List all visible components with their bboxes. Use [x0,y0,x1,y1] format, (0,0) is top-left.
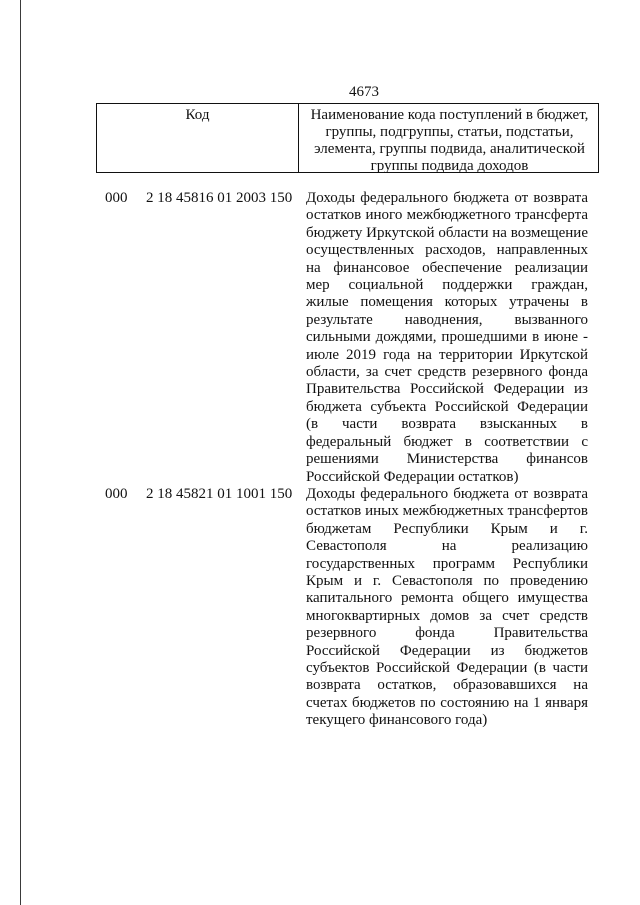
header-code-label: Код [97,104,299,172]
page-number: 4673 [349,84,379,100]
table-row [0,486,640,730]
table-body [0,190,640,730]
row-income-code: 2 18 45821 01 1001 150 [146,485,293,502]
header-name-label: Наименование кода поступлений в бюджет, группы, подгруппы, статьи, подстатьи, элемента, группы подвида, аналитической группы подвида доходов [310,107,589,174]
table-row [0,190,640,486]
row-admin-code: 000 [105,485,128,502]
row-income-code: 2 18 45816 01 2003 150 [146,190,293,206]
row-description: Доходы федерального бюджета от возврата остатков иного межбюджетного трансферта бюджету Иркутской области на возмещение осуществленных расходов, направленных на финансовое обеспечение реализации мер социальной поддержки граждан, жилые помещения которых утрачены в результате наводнения, вызванного сильными дождями, прошедшими в июне - июле 2019 года на территории Иркутской области, за счет средств резервного фонда Правительства Российской Федерации из бюджета субъекта Российской Федерации (в части возврата взысканных в федеральный бюджет в соответствии с решениями Министерства финансов Российской Федерации остатков) [306,190,588,485]
row-description: Доходы федерального бюджета от возврата остатков иных межбюджетных трансфертов бюджетам Республики Крым и г. Севастополя на реализацию государственных программ Республики Крым и г. Севастополя по проведению капитального ремонта общего имущества многоквартирных домов за счет средств резервного фонда Правительства Российской Федерации из бюджетов субъектов Российской Федерации (в части возврата остатков, образовавшихся на счетах бюджетов по состоянию на 1 января текущего финансового года) [306,485,588,729]
row-admin-code: 000 [105,190,128,206]
table-header [96,103,599,173]
